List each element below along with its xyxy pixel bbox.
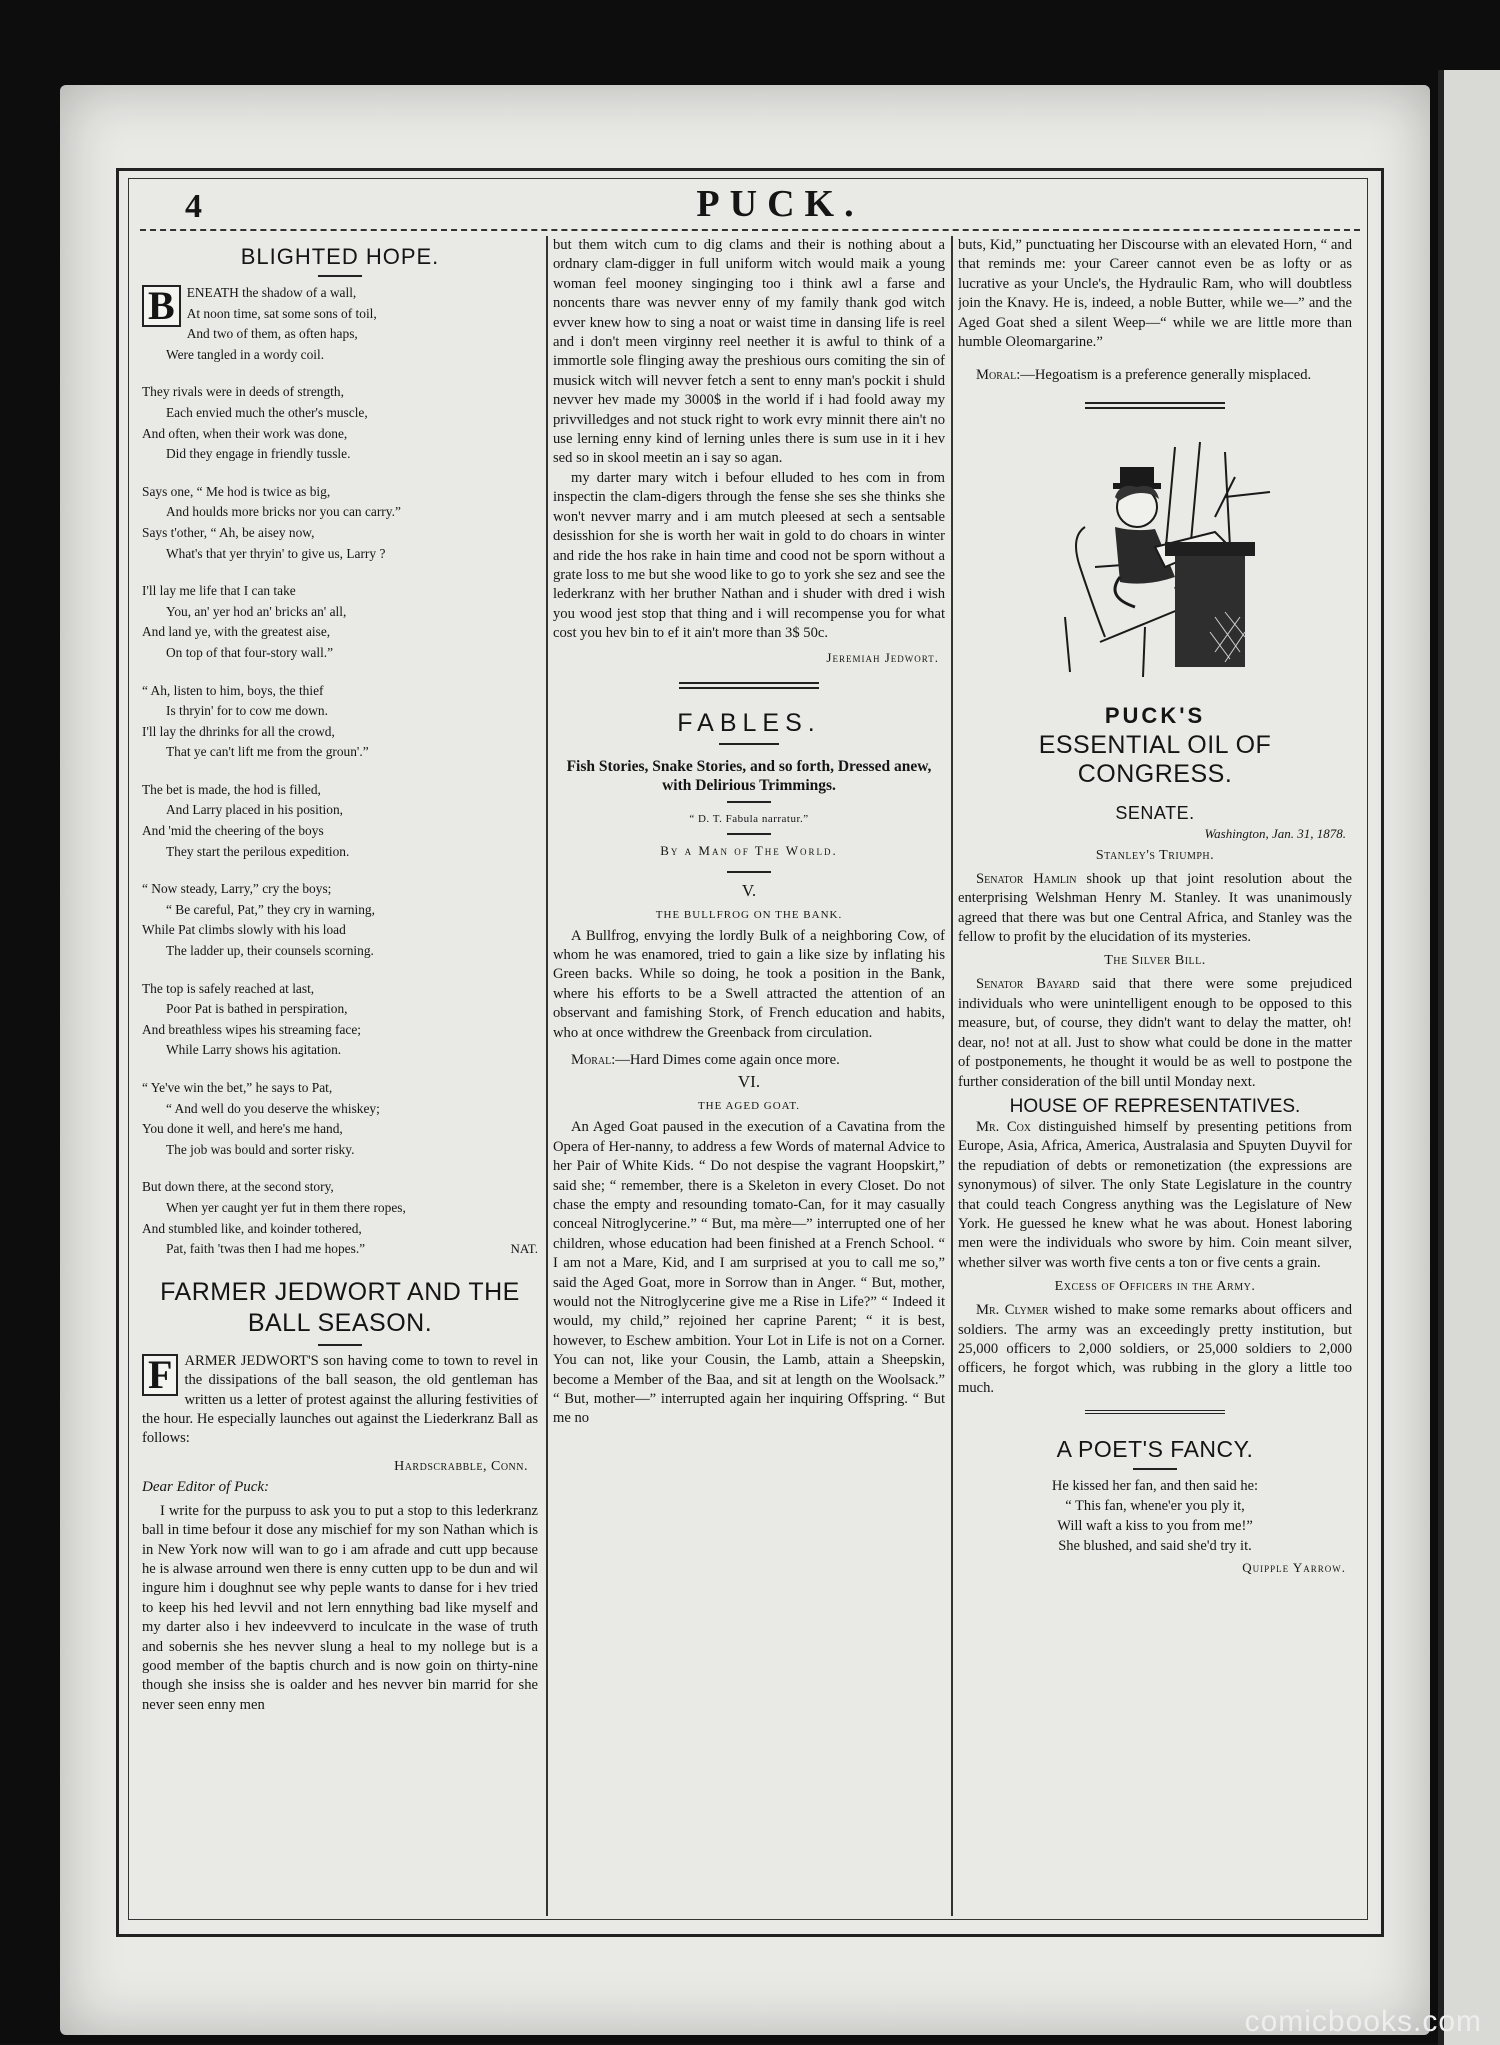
- poem-line: Says t'other, “ Ah, be aisey now,: [142, 524, 315, 540]
- fable-text: buts, Kid,” punctuating her Discourse with an elevated Horn, “ and that reminds me: your Career cannot even be as lofty or as lucrative as your Uncle's, the Hydraulic Ram, who will doubtless join the Knavy. He is, indeed, a noble Butter, while we—” and the Aged Goat shed a silent Weep—“ while we are little more than humble Oleomargarine.”: [958, 237, 1352, 351]
- column-divider-1: [546, 236, 548, 1916]
- poem-line: “ Ah, listen to him, boys, the thief: [142, 682, 324, 698]
- poem-line: And stumbled like, and koinder tothered,: [142, 1220, 362, 1236]
- title-rule: [719, 743, 779, 745]
- title-rule: [318, 1344, 362, 1346]
- letter-paragraph: I write for the purpuss to ask you to put a stop to this lederkranz ball in time befour it dose any mischief for my son Nathan which is in New York now will wan to go i am afrade and cutt upp because he is alwase arround wen there is enny cutten upp to be dun and wil ingure him i doughnut see why peple wants to danse for i hev tried to keep his hed levvil and not lern ennything bad like myself and my darter also i hev indeevverd to inculcate in the wase of truth and sobernis she hes nevver slung a heal to my nollege but is a good member of the baptis church and is now goin on thirty-nine though she insiss she is oalder and hes nevver bin marrid for she never seen enny men: [142, 1502, 538, 1713]
- poem-line: While Pat climbs slowly with his load: [142, 922, 346, 938]
- poem-line: And houlds more bricks nor you can carry.”: [166, 504, 401, 520]
- fables-motto: “ D. T. Fabula narratur.”: [689, 812, 809, 825]
- fables-subtitle: Fish Stories, Snake Stories, and so forth, Dressed anew, with Delirious Trimmings.: [566, 757, 932, 794]
- poem-line: Pat, faith 'twas then I had me hopes.” NAT.: [142, 1239, 538, 1260]
- poem-line: While Larry shows his agitation.: [166, 1042, 342, 1058]
- poem-line: Were tangled in a wordy coil.: [166, 346, 325, 362]
- news-item: Senator Bayard said that there were some prejudiced individuals who were unintelligent enough to be opposed to this measure, but, of course, they didn't want to delay the matter, oh! dear, no! not at all. Just to show what could be done in the matter of postponements, he thought it would be as well to postpone the further consideration of the bill until Monday next.: [958, 976, 1352, 1090]
- column-1: [142, 236, 538, 1715]
- poem-line: The ladder up, their counsels scorning.: [166, 943, 374, 959]
- item-heading: The Silver Bill.: [1104, 953, 1206, 969]
- poem-line: I'll lay the dhrinks for all the crowd,: [142, 723, 335, 739]
- poem-line: Says one, “ Me hod is twice as big,: [142, 483, 331, 499]
- poem-line: And Larry placed in his position,: [166, 802, 344, 818]
- drop-cap: F: [142, 1354, 178, 1396]
- poem-stanza: [142, 382, 538, 464]
- fable-title: THE AGED GOAT.: [697, 1100, 801, 1113]
- masthead-title: PUCK.: [696, 183, 864, 225]
- poem-line: I'll lay me life that I can take: [142, 583, 296, 599]
- article-title: FARMER JEDWORT AND THE BALL SEASON.: [160, 1277, 520, 1337]
- section-divider: [1085, 1410, 1225, 1414]
- illustration-seated-figure: [1025, 437, 1285, 687]
- fable-text: An Aged Goat paused in the execution of a Cavatina from the Opera of Her-nanny, to address a few Words of maternal Advice to her Pair of White Kids. “ Do not despise the vagrant Hoopskirt,” said she; “ remember, there is a Skeleton in every Closet. Do not chase the empty and resounding tomato-Can, for it may casually conceal Nitroglycerine.” “ But, ma mère—” interrupted one of her children, whose education had been finished at a French School. “ I am not a Mare, Kid, and I am surprised at you to call me so,” said the Aged Goat, more in Sorrow than in Anger. “ But, mother, would not the Nitroglycerine give me a Rise in Life?” “ Indeed it would, my child,” rejoined her caprine Parent; “ it is best, however, to Eschew ambition. Your Lot in Life is not on a Corner. You can not, like your Cousin, the Lamb, attain a Sheepskin, become a Member of the Baa, and sit at length on the Woolsack.” “ But, mother—” interrupted again her inquiring Offspring. “ But me no: [553, 1119, 945, 1427]
- title-rule: [727, 801, 771, 803]
- poem-line: The job was bould and sorter risky.: [166, 1141, 355, 1157]
- poem-line: Will waft a kiss to you from me!”: [1057, 1518, 1253, 1535]
- senate-heading: SENATE.: [1115, 802, 1195, 823]
- poem-stanza: [142, 979, 538, 1061]
- poem-stanza: [142, 581, 538, 663]
- poem-line: You, an' yer hod an' bricks an' all,: [166, 603, 347, 619]
- fable-moral: Moral:—Hard Dimes come again once more.: [571, 1051, 840, 1068]
- letter-place: Hardscrabble, Conn.: [394, 1458, 528, 1474]
- section-divider: [1085, 402, 1225, 409]
- poem-stanza: [142, 1177, 538, 1259]
- poem-line: You done it well, and here's me hand,: [142, 1121, 343, 1137]
- poem-line: Did they engage in friendly tussle.: [166, 446, 351, 462]
- section-kicker: PUCK'S: [1104, 702, 1206, 728]
- poem-line: “ Ye've win the bet,” he says to Pat,: [142, 1080, 333, 1095]
- item-heading: Stanley's Triumph.: [1095, 847, 1215, 863]
- poem-signature: Quipple Yarrow.: [1242, 1560, 1346, 1576]
- poem-line: On top of that four-story wall.”: [166, 644, 334, 660]
- letter-signature: Jeremiah Jedwort.: [826, 649, 939, 665]
- poem-line: She blushed, and said she'd try it.: [1058, 1538, 1252, 1555]
- poem-line: Is thryin' for to cow me down.: [166, 703, 328, 719]
- poem-stanza: [142, 283, 538, 365]
- poem-line: And land ye, with the greatest aise,: [142, 624, 331, 640]
- poem-line: But down there, at the second story,: [142, 1179, 334, 1195]
- poem-line: They rivals were in deeds of strength,: [142, 384, 344, 400]
- fables-title: FABLES.: [677, 708, 821, 737]
- poem-body: [958, 1476, 1352, 1556]
- poem-signature: NAT.: [510, 1241, 538, 1257]
- news-item: Senator Hamlin shook up that joint resolution about the enterprising Welshman Henry M. Stanley. It was unanimously agreed that there was but one Central Africa, and Stanley was the fellow to profit by the elucidation of its mysteries.: [958, 870, 1352, 946]
- poem-line: And often, when their work was done,: [142, 425, 348, 441]
- poem-line: B ENEATH the shadow of a wall,: [142, 283, 538, 304]
- watermark: comicbooks.com: [1244, 2005, 1482, 2038]
- section-title: ESSENTIAL OIL OF CONGRESS.: [1038, 730, 1272, 788]
- poem-stanza: [142, 879, 538, 961]
- poem-line: What's that yer thryin' to give us, Larry ?: [166, 545, 386, 561]
- poem-line: At noon time, sat some sons of toil,: [186, 305, 377, 321]
- letter-salutation: Dear Editor of Puck:: [142, 1478, 270, 1495]
- drop-cap: B: [142, 285, 181, 327]
- title-rule: [727, 833, 771, 835]
- title-rule: [727, 871, 771, 873]
- item-heading: Excess of Officers in the Army.: [1054, 1279, 1256, 1295]
- fable-text: A Bullfrog, envying the lordly Bulk of a neighboring Cow, of whom he was enamored, tried to gain a like size by inflating his Green backs. While so doing, he took a position in the Bank, where his efforts to be a Swell attracted the attention of an observant and famishing Stork, of French education and habits, who at once withdrew the Greenback from circulation.: [553, 927, 945, 1041]
- poem-line: And breathless wipes his streaming face;: [142, 1021, 362, 1037]
- poem-line: The bet is made, the hod is filled,: [142, 781, 321, 797]
- poem-line: “ This fan, whene'er you ply it,: [1065, 1498, 1245, 1515]
- poem-title: BLIGHTED HOPE.: [240, 244, 440, 269]
- page-number: 4: [185, 188, 202, 225]
- article-intro: F ARMER JEDWORT'S son having come to town to revel in the dissipations of the ball season, the old gentleman has written us a letter of protest against the alluring festivities of the hour. He especially launches out against the Liederkranz Ball as follows:: [142, 1351, 538, 1447]
- poem-stanza: [142, 1078, 538, 1160]
- section-divider: [679, 682, 819, 689]
- poem-line: They start the perilous expedition.: [166, 843, 350, 859]
- poem-line: And 'mid the cheering of the boys: [142, 823, 324, 839]
- dateline: Washington, Jan. 31, 1878.: [1204, 825, 1346, 841]
- fable-number: V.: [741, 880, 757, 900]
- poem-line: “ Be careful, Pat,” they cry in warning,: [166, 901, 375, 917]
- poem-line: Each envied much the other's muscle,: [166, 404, 368, 420]
- letter-paragraph: but them witch cum to dig clams and their is nothing about a ordnary clam-digger in full uniform witch would maik a young woman feel mooney singinging too i think awl a farse and noncents thare was nevver enny of my family thank god witch evver knew how to sing a noat or waist time in dansing life is reel and i don't meen virginny reel neether it is awful to think of a immortle sole flinging away the preshious ours comiting the sin of musick witch will nevver fetch a sent to enny man's pockit i shuld nevver hev made my 3000$ in the world if i had foold away my privvilledges and not stuck right to work evry minnit there ain't no use lerning enny kind of lerning unles there is sum use in it i hev sed so in skool meetin an i say so agan.: [553, 237, 945, 467]
- poem-line: When yer caught yer fut in them there ropes,: [166, 1199, 406, 1215]
- letter-paragraph: my darter mary witch i befour elluded to hes com in from inspectin the clam-digers through the fense she ses she thinks she won't nevver marry and i am mutch pleesed at sech a sentsable desisshion for she is worth her wait in gold to do choars in winter and ride the hos rake in hain time and cood not be sporn without a grate loss to me but she wood like to go to york she sez and see the lederkranz with her bruther Nathan and i shuder with dred i wish you wood jest stop that thing and i will recompense you for what cost you hev bin to ef it ain't more than 3$ 50c.: [553, 469, 945, 642]
- adjacent-page-edge: [1438, 70, 1500, 2045]
- poem-line: Poor Pat is bathed in perspiration,: [166, 1001, 348, 1017]
- column-3: [958, 236, 1352, 1576]
- fable-number: VI.: [737, 1072, 761, 1092]
- news-item: Mr. Clymer wished to make some remarks about officers and soldiers. The army was an exceedingly pretty institution, but 25,000 officers to 2,000 soldiers, or 25,000 soldiers to 2,000 officers, he forgot which, was rubbing in the glory a little too much.: [958, 1302, 1352, 1396]
- poem-title: A POET'S FANCY.: [1056, 1436, 1254, 1463]
- news-item: Mr. Cox distinguished himself by presenting petitions from Europe, Asia, Africa, America, Australasia and Spuyten Duyvil for the repudiation of debts or remonetization (the expressions are synonymous) of silver. The only State Legislature in the country that could teach Congress anything was the Legislature of New York. He guessed he knew what he was about. Honest laboring men were the individuals who swore by him. Coin meant silver, whether silver was worth five cents a ton or five cents a grain.: [958, 1118, 1352, 1271]
- column-divider-2: [951, 236, 953, 1916]
- fables-byline: By a Man of The World.: [660, 842, 838, 858]
- poem-line: He kissed her fan, and then said he:: [1051, 1478, 1259, 1495]
- poem-line: “ Now steady, Larry,” cry the boys;: [142, 881, 332, 897]
- title-rule: [1133, 1468, 1177, 1470]
- poem-stanza: [142, 681, 538, 763]
- column-2: [553, 236, 945, 1429]
- house-heading: HOUSE OF REPRESENTATIVES.: [1009, 1095, 1301, 1117]
- header-divider: [140, 229, 1360, 231]
- poem-line: “ And well do you deserve the whiskey;: [166, 1100, 380, 1116]
- poem-line: The top is safely reached at last,: [142, 980, 315, 996]
- poem-body: [142, 283, 538, 1260]
- fable-moral: Moral:—Hegoatism is a preference generally misplaced.: [976, 367, 1312, 384]
- poem-line: That ye can't lift me from the groun'.”: [166, 744, 369, 760]
- poem-stanza: [142, 780, 538, 862]
- title-rule: [318, 275, 362, 277]
- poem-stanza: [142, 482, 538, 564]
- poem-line: And two of them, as often haps,: [186, 326, 358, 342]
- fable-title: THE BULLFROG ON THE BANK.: [655, 908, 843, 921]
